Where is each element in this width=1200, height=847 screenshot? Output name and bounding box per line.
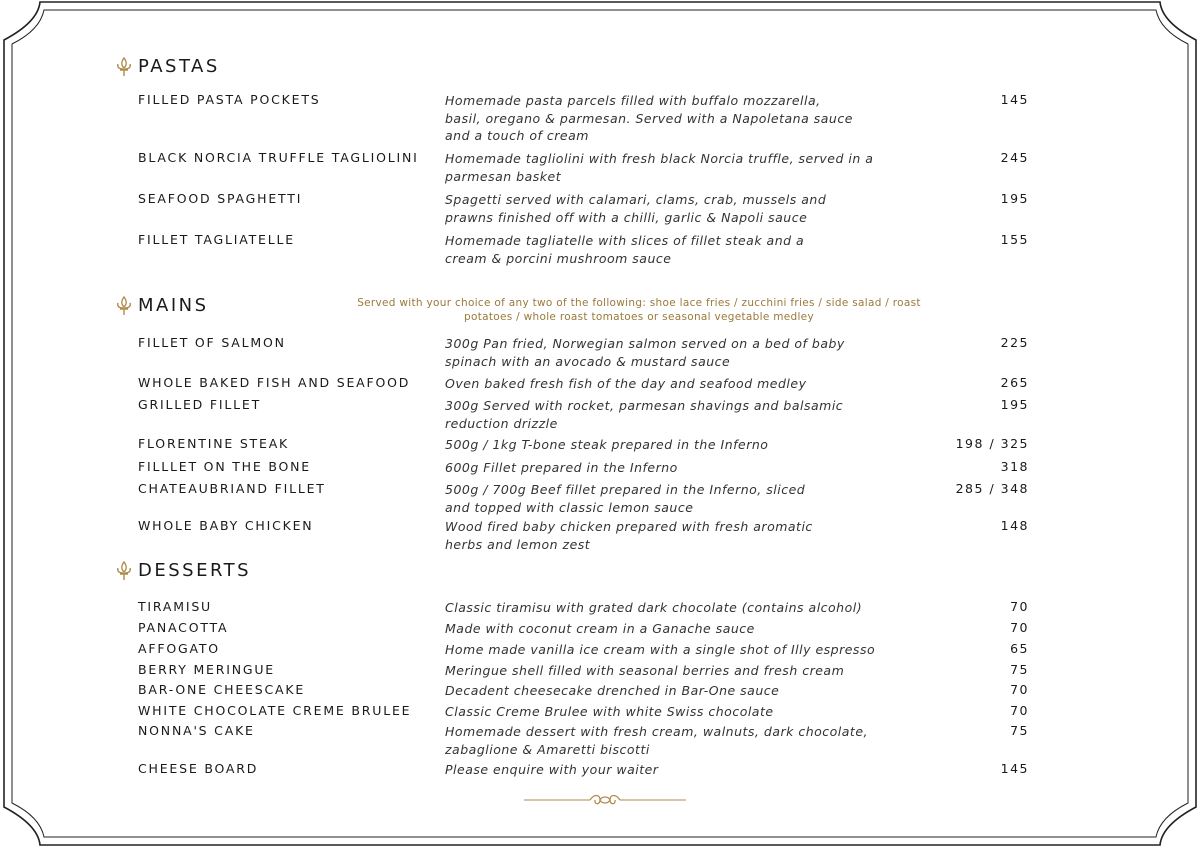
item-description: Meringue shell filled with seasonal berries and fresh cream <box>445 663 845 678</box>
item-name: NONNA'S CAKE <box>138 723 255 738</box>
item-price: 318 <box>1000 459 1029 474</box>
fleur-de-lis-icon <box>116 57 132 77</box>
mains-sides-note: Served with your choice of any two of the following: shoe lace fries / zucchini fries / side salad / roast potatoes / whole roast tomatoes or seasonal vegetable medley <box>357 297 921 323</box>
item-name: CHEESE BOARD <box>138 761 259 776</box>
section-title: DESSERTS <box>138 560 252 581</box>
item-name: WHOLE BABY CHICKEN <box>138 518 314 533</box>
item-name: BERRY MERINGUE <box>138 662 275 677</box>
item-description: Classic Creme Brulee with white Swiss chocolate <box>445 704 774 719</box>
fleur-de-lis-icon <box>116 296 132 316</box>
item-price: 195 <box>1000 191 1029 206</box>
section-title: MAINS <box>138 295 209 316</box>
item-description: Homemade pasta parcels filled with buffalo mozzarella, basil, oregano & parmesan. Served with a Napoletana sauce and a touch of cream <box>445 93 853 143</box>
item-price: 225 <box>1000 335 1029 350</box>
item-price: 75 <box>1010 662 1029 677</box>
item-description: Made with coconut cream in a Ganache sauce <box>445 621 755 636</box>
item-description: 600g Fillet prepared in the Inferno <box>445 460 678 475</box>
item-name: PANACOTTA <box>138 620 229 635</box>
item-name: WHOLE BAKED FISH AND SEAFOOD <box>138 375 411 390</box>
item-price: 145 <box>1000 761 1029 776</box>
item-description: Homemade tagliatelle with slices of fillet steak and a cream & porcini mushroom sauce <box>445 233 805 266</box>
item-price: 265 <box>1000 375 1029 390</box>
item-price: 285 / 348 <box>955 481 1029 496</box>
section-header-desserts <box>116 560 251 581</box>
item-price: 70 <box>1010 682 1029 697</box>
item-name: GRILLED FILLET <box>138 397 262 412</box>
item-description: 300g Pan fried, Norwegian salmon served on a bed of baby spinach with an avocado & mustard sauce <box>445 336 845 369</box>
item-price: 198 / 325 <box>955 436 1029 451</box>
item-price: 245 <box>1000 150 1029 165</box>
item-description: Please enquire with your waiter <box>445 762 659 777</box>
section-title: PASTAS <box>138 56 220 77</box>
item-price: 75 <box>1010 723 1029 738</box>
item-price: 70 <box>1010 620 1029 635</box>
item-name: FILLET TAGLIATELLE <box>138 232 295 247</box>
item-name: BAR-ONE CHEESCAKE <box>138 682 306 697</box>
item-name: FLORENTINE STEAK <box>138 436 290 451</box>
item-name: WHITE CHOCOLATE CREME BRULEE <box>138 703 412 718</box>
item-price: 148 <box>1000 518 1029 533</box>
item-description: 500g / 1kg T-bone steak prepared in the Inferno <box>445 437 769 452</box>
item-name: FILLET OF SALMON <box>138 335 286 350</box>
item-price: 145 <box>1000 92 1029 107</box>
item-description: Wood fired baby chicken prepared with fresh aromatic herbs and lemon zest <box>445 519 813 552</box>
item-description: Classic tiramisu with grated dark chocolate (contains alcohol) <box>445 600 863 615</box>
item-description: Oven baked fresh fish of the day and seafood medley <box>445 376 807 391</box>
item-name: AFFOGATO <box>138 641 220 656</box>
item-description: Home made vanilla ice cream with a single shot of Illy espresso <box>445 642 876 657</box>
item-description: Spagetti served with calamari, clams, crab, mussels and prawns finished off with a chilli, garlic & Napoli sauce <box>445 192 827 225</box>
section-header-mains <box>116 295 209 316</box>
item-name: CHATEAUBRIAND FILLET <box>138 481 326 496</box>
item-price: 155 <box>1000 232 1029 247</box>
ornament-divider <box>520 792 690 808</box>
item-description: 300g Served with rocket, parmesan shavings and balsamic reduction drizzle <box>445 398 844 431</box>
item-name: BLACK NORCIA TRUFFLE TAGLIOLINI <box>138 150 419 165</box>
item-price: 70 <box>1010 703 1029 718</box>
item-price: 70 <box>1010 599 1029 614</box>
item-name: SEAFOOD SPAGHETTI <box>138 191 303 206</box>
item-description: Homemade tagliolini with fresh black Norcia truffle, served in a parmesan basket <box>445 151 874 184</box>
fleur-de-lis-icon <box>116 561 132 581</box>
item-name: FILLED PASTA POCKETS <box>138 92 321 107</box>
item-description: Homemade dessert with fresh cream, walnuts, dark chocolate, zabaglione & Amaretti biscotti <box>445 724 868 757</box>
item-price: 65 <box>1010 641 1029 656</box>
item-name: FILLLET ON THE BONE <box>138 459 311 474</box>
item-description: Decadent cheesecake drenched in Bar-One sauce <box>445 683 780 698</box>
item-price: 195 <box>1000 397 1029 412</box>
item-name: TIRAMISU <box>138 599 213 614</box>
section-header-pastas <box>116 56 220 77</box>
item-description: 500g / 700g Beef fillet prepared in the Inferno, sliced and topped with classic lemon sauce <box>445 482 806 515</box>
